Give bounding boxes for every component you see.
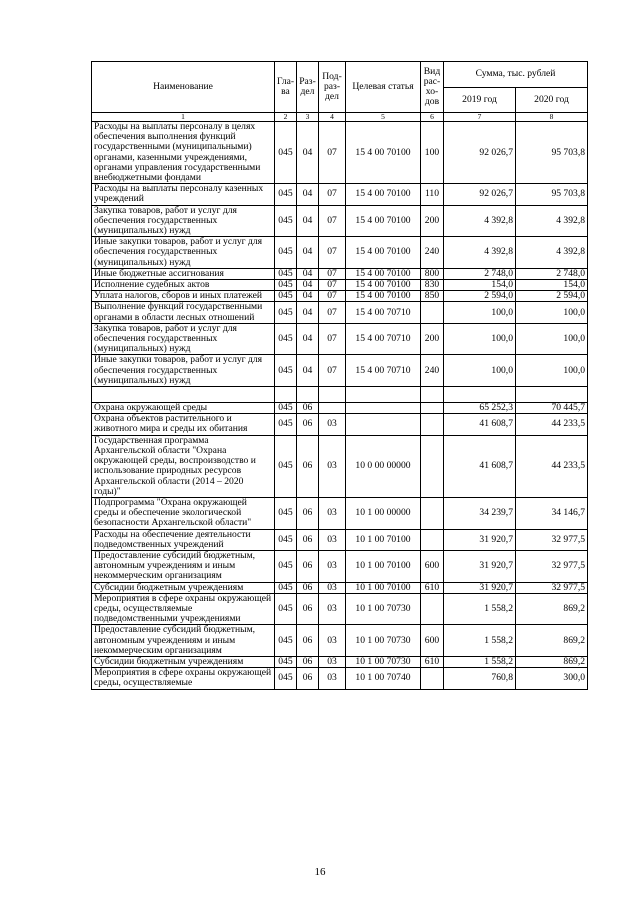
row-chapter: 045 xyxy=(275,529,297,550)
row-sum-2019: 1 558,2 xyxy=(444,593,516,625)
row-target-article: 15 4 00 70710 xyxy=(346,302,421,323)
row-sum-2020: 95 703,8 xyxy=(516,184,588,205)
row-sum-2020: 2 594,0 xyxy=(516,291,588,302)
row-section: 06 xyxy=(297,414,319,435)
row-section: 04 xyxy=(297,323,319,355)
row-sum-2019: 1 558,2 xyxy=(444,625,516,657)
table-row xyxy=(92,205,588,237)
table-row xyxy=(92,497,588,529)
row-subsection: 07 xyxy=(319,291,346,302)
row-subsection: 07 xyxy=(319,122,346,184)
row-subsection: 03 xyxy=(319,668,346,689)
row-section: 04 xyxy=(297,237,319,269)
row-subsection: 07 xyxy=(319,205,346,237)
row-target-article xyxy=(346,403,421,414)
row-expense-type: 200 xyxy=(421,205,444,237)
header-year-2020: 2020 год xyxy=(516,88,588,113)
row-section: 04 xyxy=(297,302,319,323)
row-sum-2020: 869,2 xyxy=(516,593,588,625)
row-section: 04 xyxy=(297,205,319,237)
row-name: Мероприятия в сфере охраны окружающей среды, осуществляемые xyxy=(92,668,275,689)
column-number: 8 xyxy=(516,113,588,122)
row-target-article xyxy=(346,414,421,435)
row-sum-2020: 100,0 xyxy=(516,355,588,387)
row-sum-2020: 869,2 xyxy=(516,625,588,657)
row-expense-type xyxy=(421,387,444,403)
header-name: Наименование xyxy=(92,62,275,113)
row-chapter: 045 xyxy=(275,268,297,279)
table-row xyxy=(92,593,588,625)
row-subsection: 03 xyxy=(319,593,346,625)
row-target-article: 15 4 00 70100 xyxy=(346,280,421,291)
row-sum-2019: 760,8 xyxy=(444,668,516,689)
header-chapter: Гла-ва xyxy=(275,62,297,113)
row-name: Подпрограмма "Охрана окружающей среды и обеспечение экологической безопасности Архангельской области" xyxy=(92,497,275,529)
row-subsection: 03 xyxy=(319,550,346,582)
column-number: 7 xyxy=(444,113,516,122)
row-expense-type xyxy=(421,593,444,625)
row-subsection: 07 xyxy=(319,184,346,205)
row-sum-2019: 31 920,7 xyxy=(444,582,516,593)
row-target-article: 10 1 00 70730 xyxy=(346,625,421,657)
row-sum-2020: 100,0 xyxy=(516,323,588,355)
row-section: 06 xyxy=(297,625,319,657)
row-expense-type: 600 xyxy=(421,550,444,582)
row-expense-type: 240 xyxy=(421,355,444,387)
row-sum-2020: 44 233,5 xyxy=(516,435,588,497)
row-name: Охрана окружающей среды xyxy=(92,403,275,414)
row-section: 06 xyxy=(297,497,319,529)
row-name: Исполнение судебных актов xyxy=(92,280,275,291)
row-target-article: 15 4 00 70710 xyxy=(346,355,421,387)
row-name: Государственная программа Архангельской области "Охрана окружающей среды, воспроизводство и использование природных ресурсов Архангельской области (2014 – 2020 годы)" xyxy=(92,435,275,497)
table-row xyxy=(92,403,588,414)
table-row xyxy=(92,656,588,667)
row-sum-2020: 32 977,5 xyxy=(516,529,588,550)
row-subsection: 03 xyxy=(319,435,346,497)
row-expense-type: 200 xyxy=(421,323,444,355)
row-chapter: 045 xyxy=(275,280,297,291)
row-expense-type: 830 xyxy=(421,280,444,291)
header-expense-type: Вид рас-хо-дов xyxy=(421,62,444,113)
row-target-article: 10 1 00 70730 xyxy=(346,593,421,625)
row-chapter: 045 xyxy=(275,184,297,205)
row-subsection: 07 xyxy=(319,323,346,355)
row-expense-type: 110 xyxy=(421,184,444,205)
row-chapter: 045 xyxy=(275,403,297,414)
table-row xyxy=(92,625,588,657)
row-name: Расходы на выплаты персоналу в целях обеспечения выполнения функций государственными (муниципальными) органами, казенными учреждениями, органами управления государственными внебюджетными фондами xyxy=(92,122,275,184)
table-row xyxy=(92,355,588,387)
row-expense-type: 600 xyxy=(421,625,444,657)
row-section: 04 xyxy=(297,280,319,291)
row-target-article: 15 4 00 70100 xyxy=(346,291,421,302)
row-chapter: 045 xyxy=(275,302,297,323)
row-chapter: 045 xyxy=(275,414,297,435)
row-subsection: 07 xyxy=(319,302,346,323)
row-expense-type xyxy=(421,435,444,497)
row-sum-2019: 65 252,3 xyxy=(444,403,516,414)
row-subsection: 07 xyxy=(319,237,346,269)
row-section: 06 xyxy=(297,582,319,593)
row-target-article: 10 1 00 00000 xyxy=(346,497,421,529)
row-section: 06 xyxy=(297,529,319,550)
row-sum-2020: 869,2 xyxy=(516,656,588,667)
row-chapter: 045 xyxy=(275,205,297,237)
row-sum-2020: 34 146,7 xyxy=(516,497,588,529)
row-sum-2019: 1 558,2 xyxy=(444,656,516,667)
row-chapter: 045 xyxy=(275,323,297,355)
row-target-article: 15 4 00 70100 xyxy=(346,268,421,279)
row-sum-2019: 92 026,7 xyxy=(444,122,516,184)
column-number: 1 xyxy=(92,113,275,122)
row-sum-2020: 70 445,7 xyxy=(516,403,588,414)
row-expense-type: 100 xyxy=(421,122,444,184)
row-target-article: 10 1 00 70100 xyxy=(346,529,421,550)
row-name: Расходы на обеспечение деятельности подведомственных учреждений xyxy=(92,529,275,550)
row-name: Предоставление субсидий бюджетным, автономным учреждениям и иным некоммерческим организациям xyxy=(92,625,275,657)
row-chapter: 045 xyxy=(275,237,297,269)
row-section xyxy=(297,387,319,403)
row-sum-2019: 41 608,7 xyxy=(444,414,516,435)
row-expense-type xyxy=(421,668,444,689)
row-chapter: 045 xyxy=(275,550,297,582)
row-section: 04 xyxy=(297,291,319,302)
row-sum-2020: 4 392,8 xyxy=(516,205,588,237)
column-number: 3 xyxy=(297,113,319,122)
table-row xyxy=(92,237,588,269)
row-subsection: 03 xyxy=(319,656,346,667)
table-row xyxy=(92,435,588,497)
row-chapter: 045 xyxy=(275,582,297,593)
row-chapter: 045 xyxy=(275,625,297,657)
header-subsection: Под-раз-дел xyxy=(319,62,346,113)
row-name: Субсидии бюджетным учреждениям xyxy=(92,582,275,593)
row-section: 06 xyxy=(297,668,319,689)
row-subsection: 07 xyxy=(319,355,346,387)
row-chapter: 045 xyxy=(275,291,297,302)
table-row xyxy=(92,550,588,582)
table-row xyxy=(92,668,588,689)
row-target-article: 15 4 00 70100 xyxy=(346,205,421,237)
row-name: Иные бюджетные ассигнования xyxy=(92,268,275,279)
table-body xyxy=(92,122,588,690)
row-expense-type xyxy=(421,403,444,414)
table-row xyxy=(92,184,588,205)
row-subsection: 03 xyxy=(319,414,346,435)
row-sum-2020: 2 748,0 xyxy=(516,268,588,279)
row-chapter xyxy=(275,387,297,403)
row-sum-2020: 4 392,8 xyxy=(516,237,588,269)
table-row xyxy=(92,291,588,302)
row-name: Иные закупки товаров, работ и услуг для обеспечения государственных (муниципальных) нужд xyxy=(92,237,275,269)
table-row xyxy=(92,529,588,550)
row-target-article: 10 1 00 70740 xyxy=(346,668,421,689)
row-sum-2019: 4 392,8 xyxy=(444,205,516,237)
page-number: 16 xyxy=(314,866,326,878)
row-sum-2020: 300,0 xyxy=(516,668,588,689)
row-chapter: 045 xyxy=(275,435,297,497)
row-sum-2019: 2 594,0 xyxy=(444,291,516,302)
table-row xyxy=(92,323,588,355)
row-chapter: 045 xyxy=(275,497,297,529)
row-target-article: 10 1 00 70100 xyxy=(346,550,421,582)
row-chapter: 045 xyxy=(275,668,297,689)
row-expense-type xyxy=(421,302,444,323)
row-sum-2019: 2 748,0 xyxy=(444,268,516,279)
row-sum-2020: 95 703,8 xyxy=(516,122,588,184)
row-chapter: 045 xyxy=(275,593,297,625)
row-section: 04 xyxy=(297,122,319,184)
row-target-article: 10 0 00 00000 xyxy=(346,435,421,497)
row-target-article xyxy=(346,387,421,403)
row-target-article: 10 1 00 70100 xyxy=(346,582,421,593)
row-target-article: 10 1 00 70730 xyxy=(346,656,421,667)
row-name: Охрана объектов растительного и животного мира и среды их обитания xyxy=(92,414,275,435)
row-expense-type xyxy=(421,497,444,529)
row-sum-2019: 154,0 xyxy=(444,280,516,291)
header-year-2019: 2019 год xyxy=(444,88,516,113)
row-sum-2019: 100,0 xyxy=(444,323,516,355)
row-name: Закупка товаров, работ и услуг для обеспечения государственных (муниципальных) нужд xyxy=(92,323,275,355)
row-sum-2019: 31 920,7 xyxy=(444,529,516,550)
row-target-article: 15 4 00 70100 xyxy=(346,237,421,269)
row-section: 06 xyxy=(297,435,319,497)
row-name: Расходы на выплаты персоналу казенных учреждений xyxy=(92,184,275,205)
table-row xyxy=(92,280,588,291)
column-number: 4 xyxy=(319,113,346,122)
row-name: Выполнение функций государственными органами в области лесных отношений xyxy=(92,302,275,323)
row-sum-2019: 100,0 xyxy=(444,355,516,387)
row-sum-2019: 100,0 xyxy=(444,302,516,323)
row-subsection: 03 xyxy=(319,529,346,550)
row-expense-type xyxy=(421,529,444,550)
row-sum-2019: 34 239,7 xyxy=(444,497,516,529)
row-expense-type: 610 xyxy=(421,582,444,593)
row-section: 06 xyxy=(297,550,319,582)
row-subsection: 03 xyxy=(319,497,346,529)
row-expense-type: 240 xyxy=(421,237,444,269)
header-section: Раз-дел xyxy=(297,62,319,113)
row-name: Закупка товаров, работ и услуг для обеспечения государственных (муниципальных) нужд xyxy=(92,205,275,237)
row-sum-2019 xyxy=(444,387,516,403)
row-sum-2020: 100,0 xyxy=(516,302,588,323)
table-row xyxy=(92,122,588,184)
header-target: Целевая статья xyxy=(346,62,421,113)
row-section: 04 xyxy=(297,184,319,205)
column-number: 5 xyxy=(346,113,421,122)
row-subsection xyxy=(319,387,346,403)
row-expense-type: 800 xyxy=(421,268,444,279)
row-subsection: 07 xyxy=(319,280,346,291)
row-sum-2020 xyxy=(516,387,588,403)
row-sum-2020: 32 977,5 xyxy=(516,550,588,582)
row-sum-2019: 41 608,7 xyxy=(444,435,516,497)
row-name: Предоставление субсидий бюджетным, автономным учреждениям и иным некоммерческим организациям xyxy=(92,550,275,582)
row-subsection: 03 xyxy=(319,625,346,657)
table-row xyxy=(92,302,588,323)
row-sum-2019: 92 026,7 xyxy=(444,184,516,205)
row-target-article: 15 4 00 70100 xyxy=(346,184,421,205)
row-name xyxy=(92,387,275,403)
row-target-article: 15 4 00 70710 xyxy=(346,323,421,355)
row-chapter: 045 xyxy=(275,355,297,387)
blank-row xyxy=(92,387,588,403)
row-name: Субсидии бюджетным учреждениям xyxy=(92,656,275,667)
row-sum-2019: 4 392,8 xyxy=(444,237,516,269)
row-expense-type: 610 xyxy=(421,656,444,667)
row-expense-type: 850 xyxy=(421,291,444,302)
column-number: 6 xyxy=(421,113,444,122)
row-section: 06 xyxy=(297,403,319,414)
row-name: Мероприятия в сфере охраны окружающей среды, осуществляемые подведомственными учреждениями xyxy=(92,593,275,625)
row-sum-2020: 154,0 xyxy=(516,280,588,291)
row-sum-2019: 31 920,7 xyxy=(444,550,516,582)
row-section: 06 xyxy=(297,593,319,625)
table-row xyxy=(92,268,588,279)
row-subsection xyxy=(319,403,346,414)
row-subsection: 03 xyxy=(319,582,346,593)
column-number: 2 xyxy=(275,113,297,122)
row-name: Иные закупки товаров, работ и услуг для обеспечения государственных (муниципальных) нужд xyxy=(92,355,275,387)
table-row xyxy=(92,582,588,593)
budget-table xyxy=(91,61,588,690)
table-row xyxy=(92,414,588,435)
row-expense-type xyxy=(421,414,444,435)
row-sum-2020: 44 233,5 xyxy=(516,414,588,435)
row-chapter: 045 xyxy=(275,656,297,667)
row-chapter: 045 xyxy=(275,122,297,184)
row-sum-2020: 32 977,5 xyxy=(516,582,588,593)
row-subsection: 07 xyxy=(319,268,346,279)
row-section: 04 xyxy=(297,268,319,279)
row-section: 04 xyxy=(297,355,319,387)
header-sum: Сумма, тыс. рублей xyxy=(444,62,588,88)
row-target-article: 15 4 00 70100 xyxy=(346,122,421,184)
row-name: Уплата налогов, сборов и иных платежей xyxy=(92,291,275,302)
row-section: 06 xyxy=(297,656,319,667)
